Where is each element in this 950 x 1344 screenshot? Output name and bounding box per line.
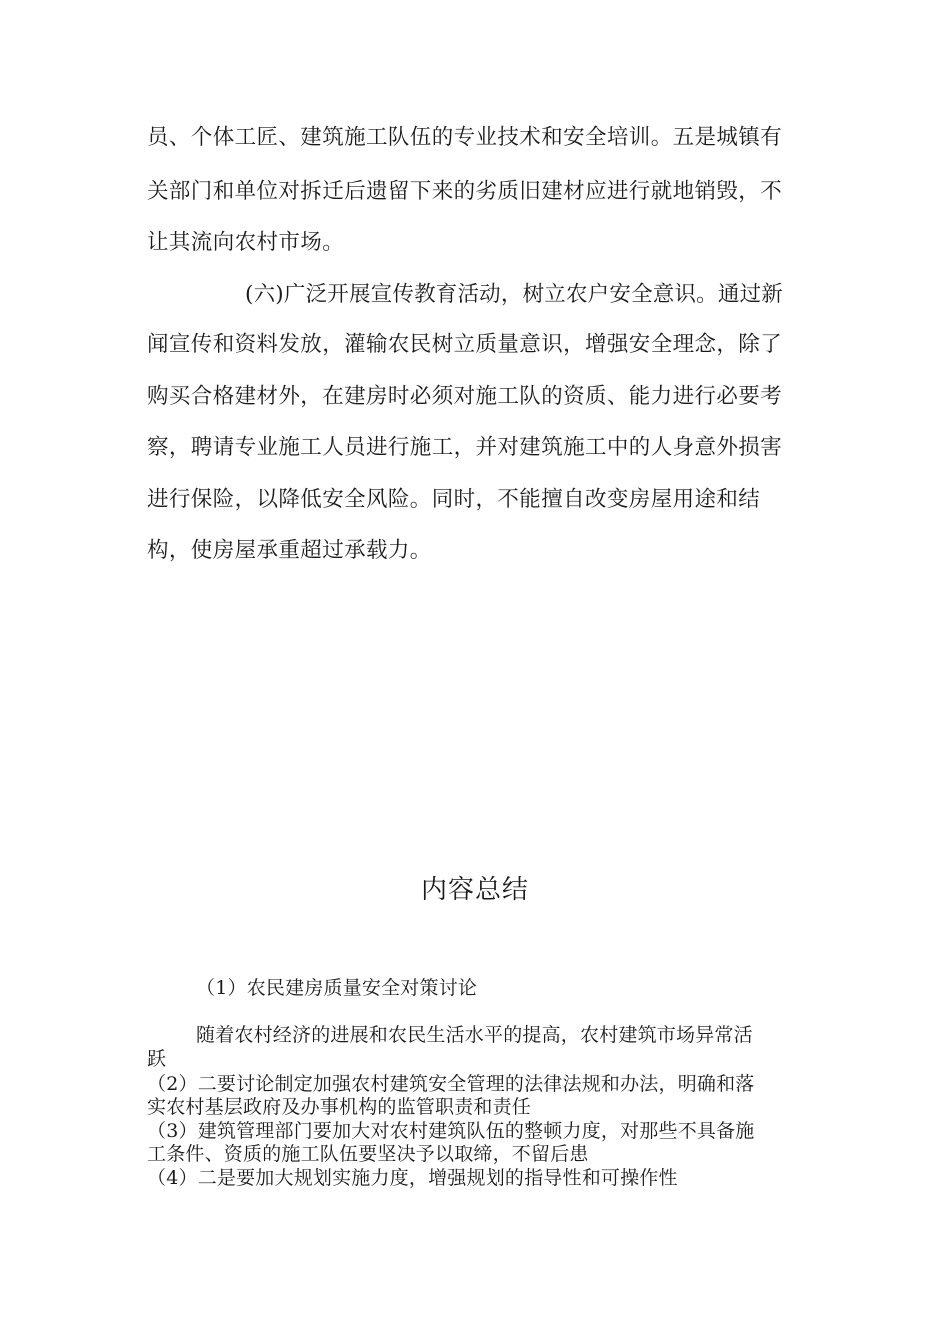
paragraph-line: 察，聘请专业施工人员进行施工，并对建筑施工中的人身意外损害 bbox=[147, 435, 783, 460]
summary-line: 工条件、资质的施工队伍要坚决予以取缔，不留后患 bbox=[147, 1143, 589, 1165]
paragraph-line: 让其流向农村市场。 bbox=[147, 230, 345, 255]
paragraph-line: 闻宣传和资料发放，灌输农民树立质量意识，增强安全理念，除了 bbox=[147, 332, 783, 357]
summary-line: 随着农村经济的进展和农民生活水平的提高，农村建筑市场异常活 bbox=[196, 1024, 753, 1046]
paragraph-line: 关部门和单位对拆迁后遗留下来的劣质旧建材应进行就地销毁，不 bbox=[147, 179, 783, 204]
summary-line: （2）二要讨论制定加强农村建筑安全管理的法律法规和办法，明确和落 bbox=[147, 1073, 755, 1095]
summary-line: 实农村基层政府及办事机构的监管职责和责任 bbox=[147, 1096, 532, 1118]
paragraph-line: (六)广泛开展宣传教育活动，树立农户安全意识。通过新 bbox=[245, 282, 783, 307]
summary-line: （3）建筑管理部门要加大对农村建筑队伍的整顿力度，对那些不具备施 bbox=[147, 1120, 755, 1142]
paragraph-line: 进行保险，以降低安全风险。同时，不能擅自改变房屋用途和结 bbox=[147, 487, 761, 512]
summary-line: 跃 bbox=[147, 1048, 167, 1070]
paragraph-line: 构，使房屋承重超过承载力。 bbox=[147, 538, 432, 563]
summary-heading: （1）农民建房质量安全对策讨论 bbox=[196, 977, 478, 999]
paragraph-line: 购买合格建材外，在建房时必须对施工队的资质、能力进行必要考 bbox=[147, 384, 783, 409]
summary-title: 内容总结 bbox=[420, 875, 529, 905]
summary-line: （4）二是要加大规划实施力度，增强规划的指导性和可操作性 bbox=[147, 1167, 678, 1189]
paragraph-line: 员、个体工匠、建筑施工队伍的专业技术和安全培训。五是城镇有 bbox=[147, 125, 783, 150]
